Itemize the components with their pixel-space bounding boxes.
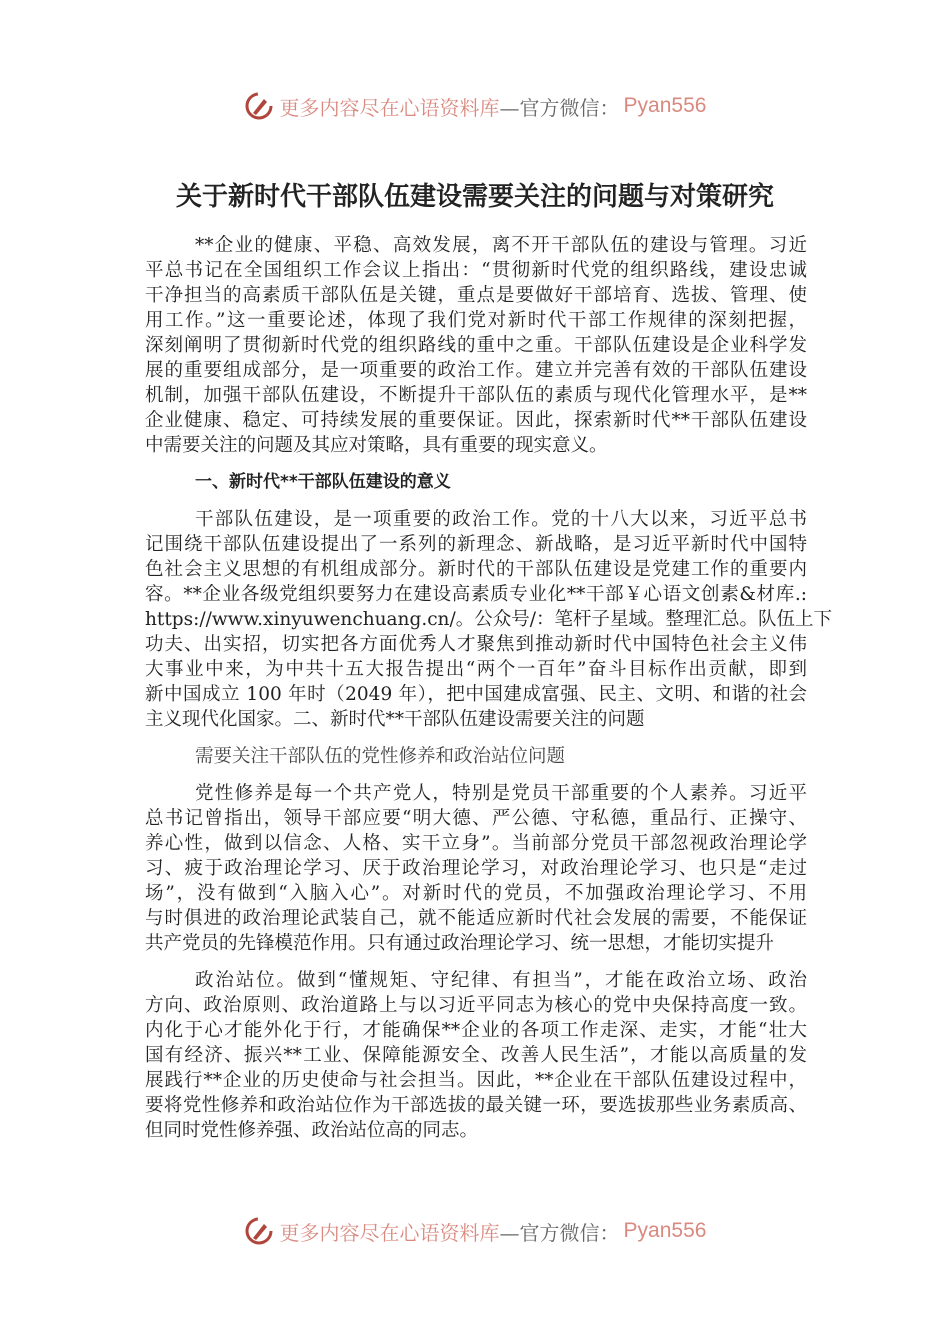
text-line: 总书记曾指出，领导干部应要“明大德、严公德、守私德，重品行、正操守、 <box>145 808 807 829</box>
text-line: 用工作。”这一重要论述，体现了我们党对新时代干部工作规律的深刻把握， <box>145 310 807 331</box>
watermark-text: 更多内容尽在心语资料库 <box>279 1220 500 1245</box>
text-line: 但同时党性修养强、政治站位高的同志。 <box>145 1120 479 1141</box>
document-title: 关于新时代干部队伍建设需要关注的问题与对策研究 <box>175 182 774 212</box>
pen-logo-icon <box>244 1216 274 1246</box>
text-line: 中需要关注的问题及其应对策略，具有重要的现实意义。 <box>145 435 608 456</box>
text-line: 政治站位。做到“懂规矩、守纪律、有担当”，才能在政治立场、政治 <box>195 970 807 991</box>
watermark-wechat-id: Pyan556 <box>623 94 707 117</box>
text-line: 共产党员的先锋模范作用。只有通过政治理论学习、统一思想，才能切实提升 <box>145 933 775 954</box>
watermark-footer <box>0 1211 950 1251</box>
text-line: 养心性，做到以信念、人格、实干立身”。当前部分党员干部忽视政治理论学 <box>145 833 807 854</box>
text-line: https://www.xinyuwenchuang.cn/。公众号/：笔杆子星域。整理汇总。队伍上下 <box>145 609 832 630</box>
watermark-separator: —官方微信： <box>499 95 620 120</box>
paragraph <box>145 233 807 458</box>
text-line: 场”，没有做到“入脑入心”。对新时代的党员，不加强政治理论学习、不用 <box>145 883 807 904</box>
pen-logo-icon <box>244 91 274 121</box>
text-line: 记围绕干部队伍建设提出了一系列的新理念、新战略，是习近平新时代中国特 <box>145 534 807 555</box>
watermark-wechat-id: Pyan556 <box>623 1219 707 1242</box>
watermark-separator: —官方微信： <box>499 1220 620 1245</box>
text-line: 企业健康、稳定、可持续发展的重要保证。因此，探索新时代**干部队伍建设 <box>145 410 807 431</box>
text-line: 与时俱进的政治理论武装自己，就不能适应新时代社会发展的需要，不能保证 <box>145 908 807 929</box>
paragraph <box>145 968 807 1143</box>
text-line: 机制，加强干部队伍建设，不断提升干部队伍的素质与现代化管理水平，是** <box>145 385 807 406</box>
text-line: 新中国成立 100 年时（2049 年），把中国建成富强、民主、文明、和谐的社会 <box>145 684 807 705</box>
text-line: 习、疲于政治理论学习、厌于政治理论学习，对政治理论学习、也只是“走过 <box>145 858 807 879</box>
text-line: 干净担当的高素质干部队伍是关键，重点是要做好干部培育、选拔、管理、使 <box>145 285 807 306</box>
text-line: 需要关注干部队伍的党性修养和政治站位问题 <box>195 746 566 767</box>
text-line: 展的重要组成部分，是一项重要的政治工作。建立并完善有效的干部队伍建设 <box>145 360 807 381</box>
text-line: **企业的健康、平稳、高效发展，离不开干部队伍的建设与管理。习近 <box>195 235 807 256</box>
section-heading <box>145 470 807 495</box>
text-line: 国有经济、振兴**工业、保障能源安全、改善人民生活”，才能以高质量的发 <box>145 1045 807 1066</box>
text-line: 方向、政治原则、政治道路上与以习近平同志为核心的党中央保持高度一致。 <box>145 995 807 1016</box>
paragraph <box>145 781 807 956</box>
text-line: 功夫、出实招，切实把各方面优秀人才聚焦到推动新时代中国特色社会主义伟 <box>145 634 807 655</box>
text-line: 主义现代化国家。二、新时代**干部队伍建设需要关注的问题 <box>145 709 645 730</box>
text-line: 平总书记在全国组织工作会议上指出：“贯彻新时代党的组织路线，建设忠诚 <box>145 260 807 281</box>
document-body <box>145 233 832 1155</box>
text-line: 一、新时代**干部队伍建设的意义 <box>195 472 451 492</box>
watermark-header <box>0 86 950 126</box>
text-line: 内化于心才能外化于行，才能确保**企业的各项工作走深、走实，才能“壮大 <box>145 1020 807 1041</box>
watermark-text: 更多内容尽在心语资料库 <box>279 95 500 120</box>
text-line: 干部队伍建设，是一项重要的政治工作。党的十八大以来，习近平总书 <box>195 509 807 530</box>
paragraph <box>145 507 832 732</box>
text-line: 大事业中来，为中共十五大报告提出“两个一百年”奋斗目标作出贡献，即到 <box>145 659 807 680</box>
text-line: 深刻阐明了贯彻新时代党的组织路线的重中之重。干部队伍建设是企业科学发 <box>145 335 807 356</box>
subsection-heading <box>145 744 807 769</box>
text-line: 要将党性修养和政治站位作为干部选拔的最关键一环，要选拔那些业务素质高、 <box>145 1095 807 1116</box>
text-line: 党性修养是每一个共产党人，特别是党员干部重要的个人素养。习近平 <box>195 783 807 804</box>
text-line: 容。**企业各级党组织要努力在建设高素质专业化**干部￥心语文创素&材库.: <box>145 584 807 605</box>
text-line: 色社会主义思想的有机组成部分。新时代的干部队伍建设是党建工作的重要内 <box>145 559 807 580</box>
text-line: 展践行**企业的历史使命与社会担当。因此，**企业在干部队伍建设过程中， <box>145 1070 807 1091</box>
